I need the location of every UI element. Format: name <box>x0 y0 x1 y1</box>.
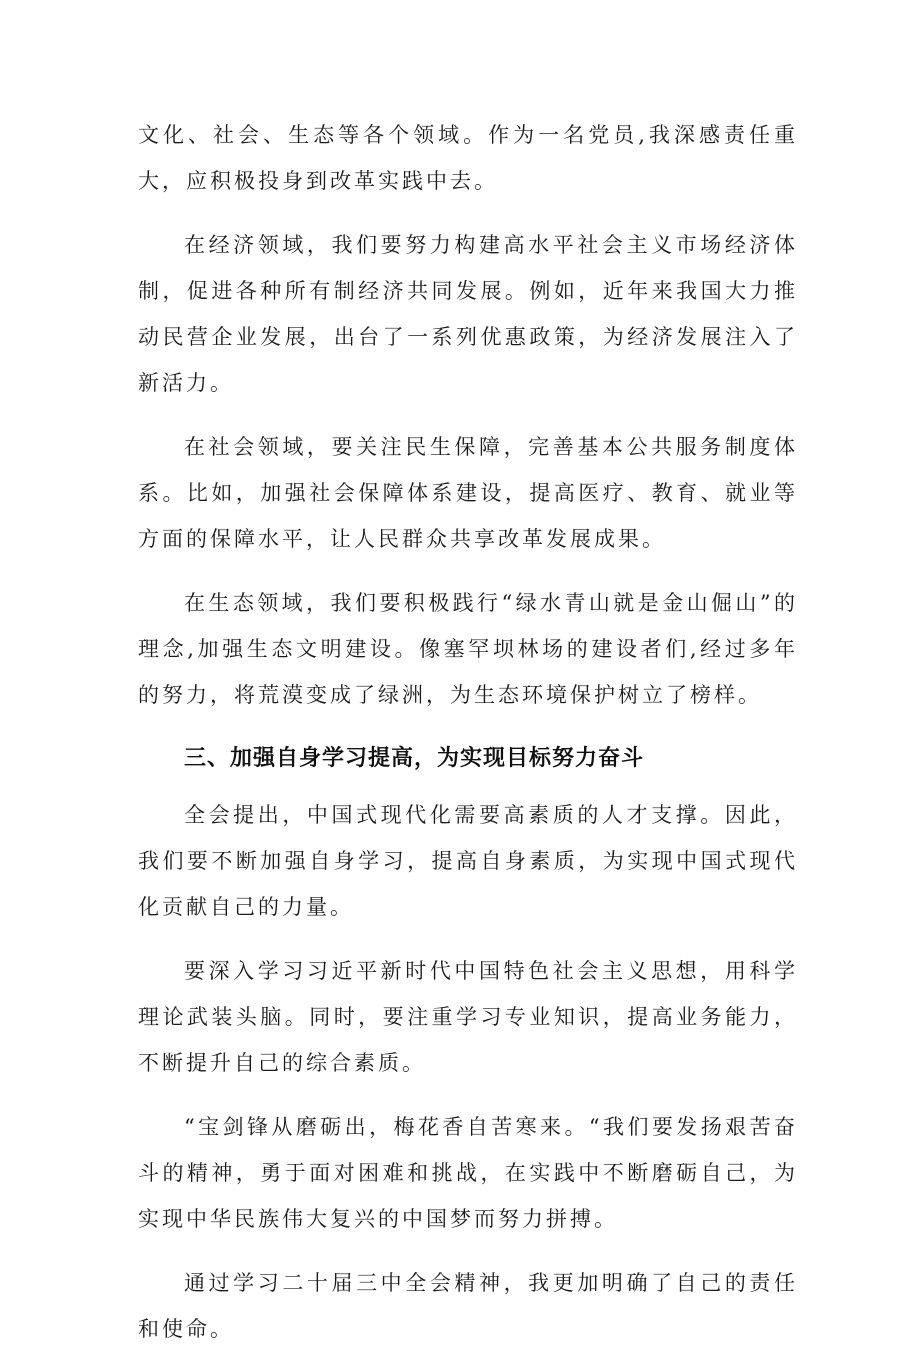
document-body <box>138 112 798 1370</box>
paragraph-society: 在社会领域，要关注民生保障，完善基本公共服务制度体系。比如，加强社会保障体系建设，提高医疗、教育、就业等方面的保障水平，让人民群众共享改革发展成果。 <box>138 435 798 551</box>
paragraph-hard-work: “宝剑锋从磨砺出，梅花香自苦寒来。“我们要发扬艰苦奋斗的精神，勇于面对困难和挑战，在实践中不断磨砺自己，为实现中华民族伟大复兴的中国梦而努力拼搏。 <box>138 1115 798 1231</box>
paragraph-plenum-talent: 全会提出，中国式现代化需要高素质的人才支撑。因此，我们要不断加强自身学习，提高自身素质，为实现中国式现代化贡献自己的力量。 <box>138 803 798 919</box>
paragraph-continuation: 文化、社会、生态等各个领域。作为一名党员,我深感责任重大，应积极投身到改革实践中去。 <box>138 123 798 193</box>
section-heading-3: 三、加强自身学习提高，为实现目标努力奋斗 <box>184 746 645 771</box>
paragraph-study-thought: 要深入学习习近平新时代中国特色社会主义思想，用科学理论武装头脑。同时，要注重学习专业知识，提高业务能力，不断提升自己的综合素质。 <box>138 959 798 1075</box>
paragraph-ecology: 在生态领域，我们要积极践行“绿水青山就是金山倔山”的理念,加强生态文明建设。像塞罕坝林场的建设者们,经过多年的努力，将荒漠变成了绿洲，为生态环境保护树立了榜样。 <box>138 591 798 707</box>
paragraph-conclusion: 通过学习二十届三中全会精神，我更加明确了自己的责任和使命。 <box>138 1271 798 1341</box>
paragraph-economy: 在经济领域，我们要努力构建高水平社会主义市场经济体制，促进各种所有制经济共同发展。例如，近年来我国大力推动民营企业发展，出台了一系列优惠政策，为经济发展注入了新活力。 <box>138 233 798 395</box>
